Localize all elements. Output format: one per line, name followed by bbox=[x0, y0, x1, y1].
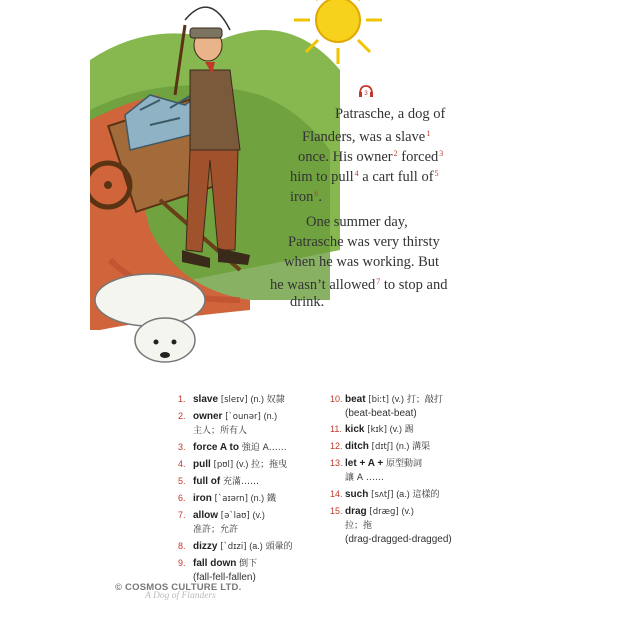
vocab-item: 7. allow [əˋlaʊ] (v.) 准許；允許 bbox=[178, 510, 265, 535]
footnote-marker: 5 bbox=[434, 169, 439, 178]
vocab-item: 8. dizzy [ˋdɪzi] (a.) 頭暈的 bbox=[178, 541, 293, 552]
story-line: Flanders, was a slave$^1$ bbox=[302, 129, 431, 145]
story-line: One summer day, bbox=[306, 214, 408, 230]
dog-figure bbox=[95, 274, 205, 362]
footnote-marker: 3 bbox=[439, 149, 444, 158]
story-line: Patrasche was very thirsty bbox=[288, 234, 440, 250]
footnote-marker: 1 bbox=[426, 129, 431, 138]
story-line: Patrasche, a dog of bbox=[335, 106, 446, 122]
footnote-marker: 4 bbox=[354, 169, 359, 178]
vocab-item: 11. kick [kɪk] (v.) 踢 bbox=[330, 424, 414, 435]
vocab-item: 4. pull [pʊl] (v.) 拉；拖曳 bbox=[178, 459, 288, 470]
vocab-item: 10. beat [biːt] (v.) 打；敲打 (beat-beat-beat) bbox=[330, 394, 443, 419]
vocabulary-list-right bbox=[330, 393, 480, 549]
audio-track-marker bbox=[358, 84, 374, 98]
copyright-text: © COSMOS CULTURE LTD. bbox=[115, 582, 242, 593]
story-line: he wasn’t allowed$^7$ to stop and bbox=[270, 277, 448, 293]
story-line: drink. bbox=[290, 294, 325, 310]
story-line: once. His owner$^2$ forced$^3$ bbox=[298, 149, 444, 165]
story-line: when he was working. But bbox=[284, 254, 440, 270]
vocab-item: 13. let + A + 原型動詞 讓 A …… bbox=[330, 458, 422, 483]
vocab-item: 6. iron [ˋaɪərn] (n.) 鐵 bbox=[178, 493, 276, 504]
vocab-item: 14. such [sʌtʃ] (a.) 這樣的 bbox=[330, 489, 440, 500]
footnote-marker: 2 bbox=[393, 149, 398, 158]
vocab-item: 2. owner [ˋounər] (n.) 主人；所有人 bbox=[178, 411, 278, 436]
page-footer bbox=[115, 582, 242, 601]
vocab-item: 12. ditch [dɪtʃ] (n.) 溝渠 bbox=[330, 441, 431, 452]
vocab-item: 5. full of 充滿…… bbox=[178, 476, 260, 487]
vocab-item: 15. drag [dræɡ] (v.) 拉；拖 (drag-dragged-dragged) bbox=[330, 506, 452, 545]
footnote-marker: 7 bbox=[376, 277, 381, 286]
track-number: 3 bbox=[364, 91, 368, 97]
headphones-icon bbox=[358, 84, 374, 98]
footnote-marker: 6 bbox=[314, 189, 319, 198]
story-line: iron$^6$. bbox=[290, 189, 322, 205]
vocab-item: 3. force A to 強迫 A…… bbox=[178, 442, 287, 453]
book-title-watermark: A Dog of Flanders bbox=[145, 591, 216, 601]
vocab-item: 1. slave [sleɪv] (n.) 奴隸 bbox=[178, 394, 285, 405]
vocabulary-list-left bbox=[178, 393, 328, 587]
story-line: him to pull$^4$ a cart full $of^5$ bbox=[290, 169, 439, 185]
vocab-item: 9. fall down 倒下 (fall-fell-fallen) bbox=[178, 558, 258, 583]
